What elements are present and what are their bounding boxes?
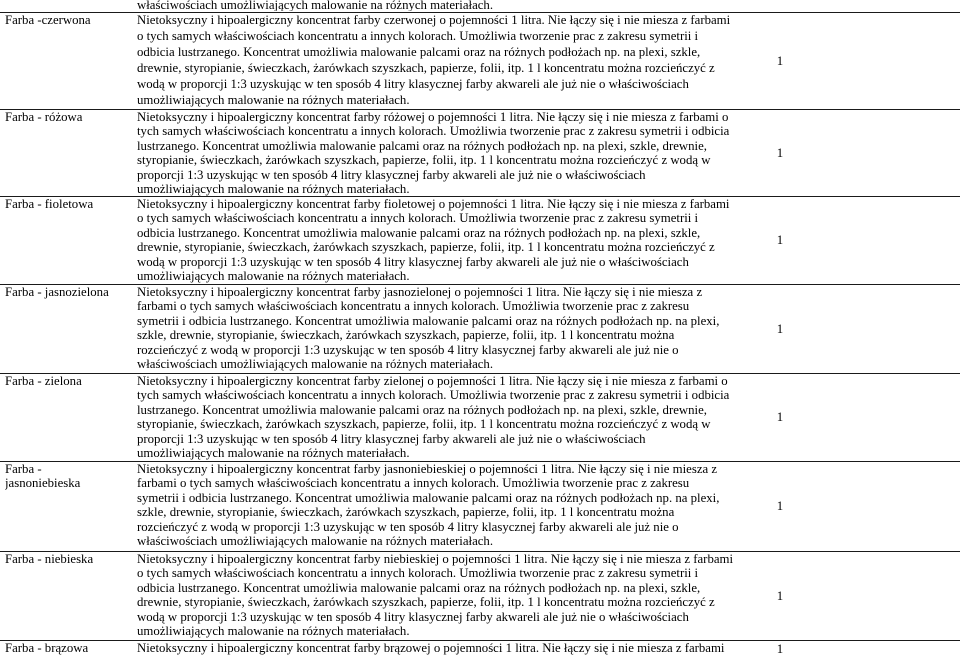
quantity-cell bbox=[760, 0, 800, 12]
description-cell bbox=[137, 0, 757, 11]
description-cell bbox=[137, 641, 757, 655]
description-cell bbox=[137, 374, 757, 460]
description-line: drewnie, styropianie, świeczkach, żarówkach szyszkach, papierze, folii, itp. 1 l koncentratu można rozcieńczyć z bbox=[137, 240, 715, 255]
paint-name: Farba - jasnozielona bbox=[5, 285, 109, 299]
description-line: właściwościach umożliwiających malowanie na różnych materiałach. bbox=[137, 0, 494, 11]
quantity-cell bbox=[760, 641, 800, 657]
description-line: wodą w proporcji 1:3 uzyskując w ten sposób 4 litry klasycznej farby akwareli ale już nie o właściwościach bbox=[137, 77, 689, 91]
quantity: 1 bbox=[776, 641, 784, 656]
paint-name-cell bbox=[5, 197, 129, 211]
paint-name-cell bbox=[5, 285, 129, 299]
table-row bbox=[0, 196, 960, 284]
description-line: umożliwiających malowanie na różnych materiałach. bbox=[137, 624, 410, 639]
paint-name-cell bbox=[5, 110, 129, 124]
description-line: umożliwiających malowanie na różnych materiałach. bbox=[137, 446, 410, 461]
description-line: rozcieńczyć z wodą w proporcji 1:3 uzyskując w ten sposób 4 litry klasycznej farby akwareli ale już nie o bbox=[137, 519, 679, 534]
table-row bbox=[0, 640, 960, 657]
paint-name-cell bbox=[5, 641, 129, 655]
description-line: szkle, drewnie, styropianie, świeczkach, żarówkach szyszkach, papierze, folii, itp. 1 l koncentratu można bbox=[137, 505, 675, 520]
description-line: wodą w proporcji 1:3 uzyskując w ten sposób 4 litry klasycznej farby akwareli ale już nie o właściwościach bbox=[137, 254, 689, 269]
paint-name-cell bbox=[5, 12, 129, 28]
description-line: Nietoksyczny i hipoalergiczny koncentrat farby zielonej o pojemności 1 litra. Nie łączy się i nie miesza z farbami o bbox=[137, 374, 728, 388]
description-line: szkle, drewnie, styropianie, świeczkach, żarówkach szyszkach, papierze, folii, itp. 1 l koncentratu można bbox=[137, 328, 675, 343]
paint-name-cell bbox=[5, 552, 129, 566]
paint-name: Farba - różowa bbox=[5, 110, 83, 124]
description-cell bbox=[137, 285, 757, 371]
description-line: rozcieńczyć z wodą w proporcji 1:3 uzyskując w ten sposób 4 litry klasycznej farby akwareli ale już nie o bbox=[137, 342, 679, 357]
description-line: tych samych właściwościach koncentratu a innych kolorach. Umożliwia tworzenie prac z zakresu symetrii i odbicia bbox=[137, 124, 730, 139]
description-line: odbicia lustrzanego. Koncentrat umożliwia malowanie palcami oraz na różnych podłożach np. na plexi, szkle, bbox=[137, 580, 701, 595]
description-line: styropianie, świeczkach, żarówkach szyszkach, papierze, folii, itp. 1 l koncentratu można rozcieńczyć z wodą w bbox=[137, 417, 711, 432]
paint-name: jasnoniebieska bbox=[5, 476, 81, 491]
table-row bbox=[0, 461, 960, 551]
description-line: farbami o tych samych właściwościach koncentratu a innych kolorach. Umożliwia tworzenie prac z zakresu bbox=[137, 476, 690, 491]
paint-name: Farba - fioletowa bbox=[5, 197, 94, 211]
description-cell bbox=[137, 110, 757, 196]
description-line: drewnie, styropianie, świeczkach, żarówkach szyszkach, papierze, folii, itp. 1 l koncentratu można rozcieńczyć z bbox=[137, 61, 715, 75]
paint-name: Farba - brązowa bbox=[5, 641, 89, 655]
paint-name: Farba - zielona bbox=[5, 374, 82, 388]
table-row bbox=[0, 0, 960, 12]
quantity-cell bbox=[760, 13, 800, 109]
description-line: drewnie, styropianie, świeczkach, żarówkach szyszkach, papierze, folii, itp. 1 l koncentratu można rozcieńczyć z bbox=[137, 595, 715, 610]
quantity: 1 bbox=[776, 588, 784, 603]
description-line: farbami o tych samych właściwościach koncentratu a innych kolorach. Umożliwia tworzenie prac z zakresu bbox=[137, 299, 690, 314]
description-line: wodą w proporcji 1:3 uzyskując w ten sposób 4 litry klasycznej farby akwareli ale już nie o właściwościach bbox=[137, 609, 689, 624]
description-line: Nietoksyczny i hipoalergiczny koncentrat farby brązowej o pojemności 1 litra. Nie łączy się i nie miesza z farbami bbox=[137, 641, 725, 655]
quantity-cell bbox=[760, 110, 800, 196]
description-line: Nietoksyczny i hipoalergiczny koncentrat farby niebieskiej o pojemności 1 litra. Nie łączy się i nie miesza z farbami bbox=[137, 552, 734, 566]
quantity: 1 bbox=[776, 233, 784, 247]
description-line: Nietoksyczny i hipoalergiczny koncentrat farby różowej o pojemności 1 litra. Nie łączy się i nie miesza z farbami o bbox=[137, 110, 729, 124]
description-line: o tych samych właściwościach koncentratu a innych kolorach. Umożliwia tworzenie prac z zakresu symetrii i bbox=[137, 566, 699, 581]
description-line: Nietoksyczny i hipoalergiczny koncentrat farby czerwonej o pojemności 1 litra. Nie łączy się i nie miesza z farbami bbox=[137, 13, 731, 27]
description-line: lustrzanego. Koncentrat umożliwia malowanie palcami oraz na różnych podłożach np. na plexi, szkle, drewnie, bbox=[137, 402, 707, 417]
description-line: odbicia lustrzanego. Koncentrat umożliwia malowanie palcami oraz na różnych podłożach np. na plexi, szkle, bbox=[137, 225, 701, 240]
description-line: umożliwiających malowanie na różnych materiałach. bbox=[137, 93, 410, 107]
quantity: 1 bbox=[776, 410, 784, 424]
table-row bbox=[0, 551, 960, 640]
description-line: umożliwiających malowanie na różnych materiałach. bbox=[137, 182, 410, 196]
description-line: Nietoksyczny i hipoalergiczny koncentrat farby jasnoniebieskiej o pojemności 1 litra. Nie łączy się i nie miesza z bbox=[137, 462, 718, 476]
quantity-cell bbox=[760, 374, 800, 461]
description-line: o tych samych właściwościach koncentratu a innych kolorach. Umożliwia tworzenie prac z zakresu symetrii i bbox=[137, 211, 699, 226]
paint-name: Farba - bbox=[5, 462, 42, 476]
quantity-cell bbox=[760, 552, 800, 640]
paint-name-cell bbox=[5, 462, 129, 491]
table-row bbox=[0, 373, 960, 461]
paint-name: Farba -czerwona bbox=[5, 13, 91, 27]
quantity-cell bbox=[760, 285, 800, 373]
description-line: symetrii i odbicia lustrzanego. Koncentrat umożliwia malowanie palcami oraz na różnych podłożach np. na plexi, bbox=[137, 313, 720, 328]
description-line: tych samych właściwościach koncentratu a innych kolorach. Umożliwia tworzenie prac z zakresu symetrii i odbicia bbox=[137, 388, 730, 403]
description-line: styropianie, świeczkach, żarówkach szyszkach, papierze, folii, itp. 1 l koncentratu można rozcieńczyć z wodą w bbox=[137, 153, 711, 168]
quantity-cell bbox=[760, 462, 800, 551]
paint-name-cell bbox=[5, 374, 129, 388]
quantity: 1 bbox=[776, 499, 784, 513]
description-line: umożliwiających malowanie na różnych materiałach. bbox=[137, 269, 410, 284]
description-line: proporcji 1:3 uzyskując w ten sposób 4 litry klasycznej farby akwareli ale już nie o właściwościach bbox=[137, 431, 646, 446]
description-line: Nietoksyczny i hipoalergiczny koncentrat farby fioletowej o pojemności 1 litra. Nie łączy się i nie miesza z farbami bbox=[137, 197, 730, 211]
description-line: o tych samych właściwościach koncentratu a innych kolorach. Umożliwia tworzenie prac z zakresu symetrii i bbox=[137, 29, 699, 43]
quantity: 1 bbox=[776, 145, 784, 160]
description-cell bbox=[137, 197, 757, 283]
description-line: odbicia lustrzanego. Koncentrat umożliwia malowanie palcami oraz na różnych podłożach np. na plexi, szkle, bbox=[137, 45, 701, 59]
description-line: właściwościach umożliwiających malowanie na różnych materiałach. bbox=[137, 357, 494, 372]
paint-name: Farba - niebieska bbox=[5, 552, 94, 566]
description-cell bbox=[137, 462, 757, 548]
description-line: Nietoksyczny i hipoalergiczny koncentrat farby jasnozielonej o pojemności 1 litra. Nie łączy się i nie miesza z bbox=[137, 285, 703, 299]
description-cell bbox=[137, 552, 757, 638]
table-row bbox=[0, 12, 960, 109]
table-row bbox=[0, 109, 960, 196]
description-line: lustrzanego. Koncentrat umożliwia malowanie palcami oraz na różnych podłożach np. na plexi, szkle, drewnie, bbox=[137, 138, 707, 153]
description-line: proporcji 1:3 uzyskując w ten sposób 4 litry klasycznej farby akwareli ale już nie o właściwościach bbox=[137, 167, 646, 182]
quantity: 1 bbox=[776, 53, 784, 68]
quantity-cell bbox=[760, 197, 800, 284]
table-row bbox=[0, 284, 960, 373]
description-line: właściwościach umożliwiających malowanie na różnych materiałach. bbox=[137, 534, 494, 549]
quantity: 1 bbox=[776, 321, 784, 336]
description-cell bbox=[137, 12, 757, 108]
description-line: symetrii i odbicia lustrzanego. Koncentrat umożliwia malowanie palcami oraz na różnych podłożach np. na plexi, bbox=[137, 490, 720, 505]
